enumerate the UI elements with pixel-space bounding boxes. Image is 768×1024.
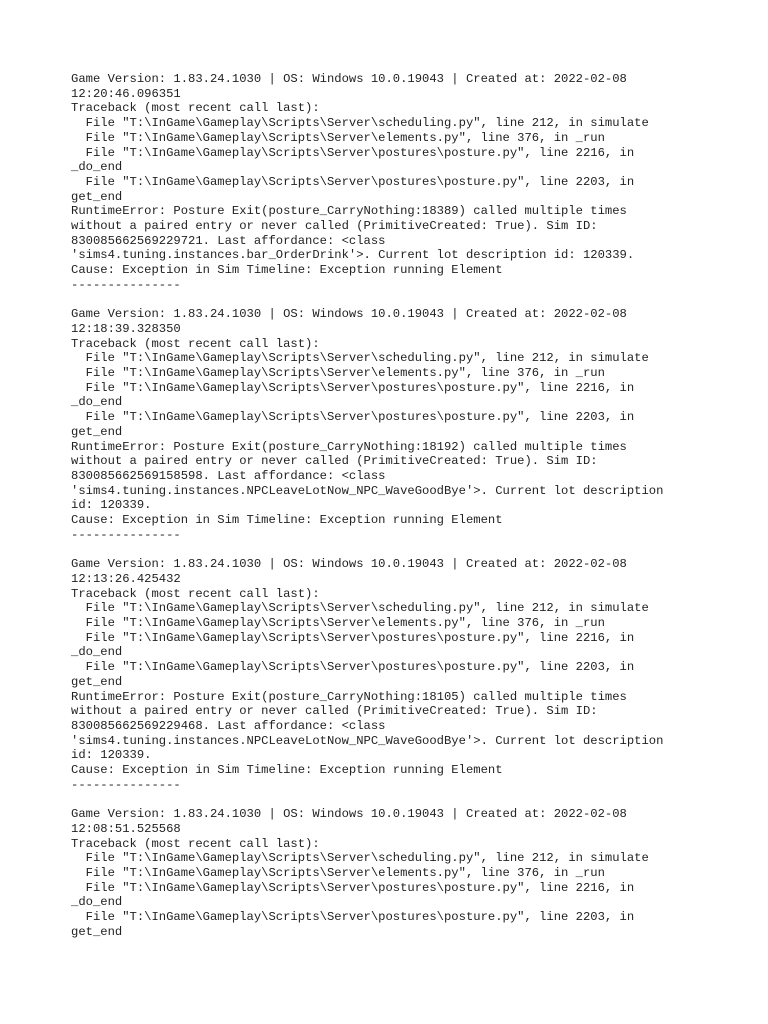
log-line: File "T:\InGame\Gameplay\Scripts\Server\elements.py", line 376, in _run bbox=[71, 865, 605, 880]
log-line: File "T:\InGame\Gameplay\Scripts\Server\scheduling.py", line 212, in simulate bbox=[71, 351, 649, 366]
log-line: --------------- bbox=[71, 777, 181, 792]
log-line: File "T:\InGame\Gameplay\Scripts\Server\postures\posture.py", line 2203, in bbox=[71, 174, 635, 189]
log-line: Game Version: 1.83.24.1030 | OS: Windows 10.0.19043 | Created at: 2022-02-08 bbox=[71, 807, 627, 822]
log-line: id: 120339. bbox=[71, 498, 152, 513]
log-line: RuntimeError: Posture Exit(posture_CarryNothing:18192) called multiple times bbox=[71, 439, 627, 454]
log-line: Game Version: 1.83.24.1030 | OS: Windows 10.0.19043 | Created at: 2022-02-08 bbox=[71, 557, 627, 572]
log-entry bbox=[71, 807, 731, 939]
log-line: _do_end bbox=[71, 895, 123, 910]
document-page bbox=[71, 72, 731, 939]
log-line: without a paired entry or never called (PrimitiveCreated: True). Sim ID: bbox=[71, 219, 598, 234]
log-line: 12:18:39.328350 bbox=[71, 321, 181, 336]
log-line: File "T:\InGame\Gameplay\Scripts\Server\scheduling.py", line 212, in simulate bbox=[71, 601, 649, 616]
log-line: Cause: Exception in Sim Timeline: Exception running Element bbox=[71, 263, 503, 278]
log-line: _do_end bbox=[71, 160, 123, 175]
log-entry bbox=[71, 307, 731, 542]
log-line: --------------- bbox=[71, 527, 181, 542]
log-line: get_end bbox=[71, 924, 123, 939]
log-line: File "T:\InGame\Gameplay\Scripts\Server\elements.py", line 376, in _run bbox=[71, 615, 605, 630]
log-line: 'sims4.tuning.instances.bar_OrderDrink'>. Current lot description id: 120339. bbox=[71, 248, 635, 263]
log-line: 'sims4.tuning.instances.NPCLeaveLotNow_NPC_WaveGoodBye'>. Current lot description bbox=[71, 733, 664, 748]
log-line: _do_end bbox=[71, 645, 123, 660]
log-entry bbox=[71, 72, 731, 293]
log-line: 12:13:26.425432 bbox=[71, 571, 181, 586]
log-line: File "T:\InGame\Gameplay\Scripts\Server\elements.py", line 376, in _run bbox=[71, 130, 605, 145]
log-line: RuntimeError: Posture Exit(posture_CarryNothing:18389) called multiple times bbox=[71, 204, 627, 219]
log-line: Cause: Exception in Sim Timeline: Exception running Element bbox=[71, 763, 503, 778]
log-line: 830085662569158598. Last affordance: <class bbox=[71, 468, 386, 483]
log-line: Traceback (most recent call last): bbox=[71, 101, 320, 116]
log-line: 'sims4.tuning.instances.NPCLeaveLotNow_NPC_WaveGoodBye'>. Current lot description bbox=[71, 483, 664, 498]
log-line: Traceback (most recent call last): bbox=[71, 586, 320, 601]
log-line: without a paired entry or never called (PrimitiveCreated: True). Sim ID: bbox=[71, 454, 598, 469]
log-line: RuntimeError: Posture Exit(posture_CarryNothing:18105) called multiple times bbox=[71, 689, 627, 704]
log-line: File "T:\InGame\Gameplay\Scripts\Server\postures\posture.py", line 2216, in bbox=[71, 380, 635, 395]
entry-spacer bbox=[71, 792, 731, 807]
log-line: 830085662569229721. Last affordance: <class bbox=[71, 233, 386, 248]
log-line: 830085662569229468. Last affordance: <class bbox=[71, 718, 386, 733]
log-line: File "T:\InGame\Gameplay\Scripts\Server\postures\posture.py", line 2216, in bbox=[71, 880, 635, 895]
log-line: File "T:\InGame\Gameplay\Scripts\Server\scheduling.py", line 212, in simulate bbox=[71, 851, 649, 866]
entry-spacer bbox=[71, 542, 731, 557]
log-line: without a paired entry or never called (PrimitiveCreated: True). Sim ID: bbox=[71, 704, 598, 719]
log-entry bbox=[71, 557, 731, 792]
log-line: Game Version: 1.83.24.1030 | OS: Windows 10.0.19043 | Created at: 2022-02-08 bbox=[71, 72, 627, 86]
log-line: get_end bbox=[71, 674, 123, 689]
log-line: File "T:\InGame\Gameplay\Scripts\Server\postures\posture.py", line 2203, in bbox=[71, 410, 635, 425]
log-line: File "T:\InGame\Gameplay\Scripts\Server\postures\posture.py", line 2216, in bbox=[71, 630, 635, 645]
log-line: get_end bbox=[71, 189, 123, 204]
log-line: File "T:\InGame\Gameplay\Scripts\Server\postures\posture.py", line 2203, in bbox=[71, 660, 635, 675]
log-line: 12:20:46.096351 bbox=[71, 86, 181, 101]
log-line: _do_end bbox=[71, 395, 123, 410]
log-line: Traceback (most recent call last): bbox=[71, 836, 320, 851]
log-line: File "T:\InGame\Gameplay\Scripts\Server\postures\posture.py", line 2203, in bbox=[71, 910, 635, 925]
log-line: Traceback (most recent call last): bbox=[71, 336, 320, 351]
log-line: id: 120339. bbox=[71, 748, 152, 763]
log-line: File "T:\InGame\Gameplay\Scripts\Server\elements.py", line 376, in _run bbox=[71, 366, 605, 381]
entry-spacer bbox=[71, 293, 731, 308]
log-line: get_end bbox=[71, 424, 123, 439]
log-line: Game Version: 1.83.24.1030 | OS: Windows 10.0.19043 | Created at: 2022-02-08 bbox=[71, 307, 627, 322]
log-line: File "T:\InGame\Gameplay\Scripts\Server\postures\posture.py", line 2216, in bbox=[71, 145, 635, 160]
log-line: Cause: Exception in Sim Timeline: Exception running Element bbox=[71, 513, 503, 528]
log-line: --------------- bbox=[71, 277, 181, 292]
log-line: 12:08:51.525568 bbox=[71, 821, 181, 836]
log-line: File "T:\InGame\Gameplay\Scripts\Server\scheduling.py", line 212, in simulate bbox=[71, 116, 649, 131]
